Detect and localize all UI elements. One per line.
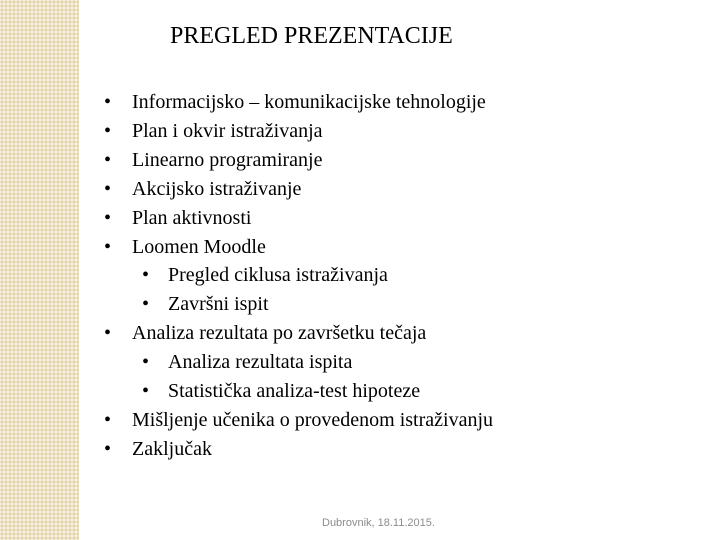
decorative-side-strip — [0, 0, 79, 540]
list-item — [104, 233, 493, 262]
bullet-icon: • — [104, 206, 112, 229]
list-item-text: Analiza rezultata po završetku tečaja — [132, 322, 427, 345]
sub-list-item — [104, 348, 493, 377]
list-item — [104, 319, 493, 348]
bullet-icon: • — [142, 351, 150, 374]
list-item-text: Loomen Moodle — [132, 235, 266, 258]
bullet-icon: • — [104, 235, 112, 258]
list-item-text: Plan aktivnosti — [132, 206, 252, 229]
list-item-text: Plan i okvir istraživanja — [132, 119, 323, 142]
list-item-text: Statistička analiza-test hipoteze — [168, 380, 421, 403]
list-item-text: Završni ispit — [168, 293, 269, 316]
list-item — [104, 175, 493, 204]
bullet-icon: • — [142, 264, 150, 287]
list-item-text: Pregled ciklusa istraživanja — [168, 264, 388, 287]
list-item — [104, 146, 493, 175]
bullet-icon: • — [104, 437, 112, 460]
list-item — [104, 204, 493, 233]
bullet-icon: • — [104, 119, 112, 142]
list-item-text: Informacijsko – komunikacijske tehnologije — [132, 91, 486, 113]
bullet-icon: • — [104, 177, 112, 200]
list-item-text: Linearno programiranje — [132, 148, 323, 171]
bullet-icon: • — [104, 408, 112, 431]
bullet-icon: • — [142, 380, 150, 403]
footer-date-location: Dubrovnik, 18.11.2015. — [322, 517, 435, 529]
bullet-icon: • — [104, 322, 112, 345]
list-item — [104, 435, 493, 464]
list-item — [104, 406, 493, 435]
bullet-icon: • — [104, 148, 112, 171]
sub-list-item — [104, 290, 493, 319]
bullet-icon: • — [142, 293, 150, 316]
sub-list-item — [104, 377, 493, 406]
bullet-list — [104, 88, 493, 464]
list-item-text: Analiza rezultata ispita — [168, 351, 353, 374]
sub-list-item — [104, 261, 493, 290]
list-item — [104, 117, 493, 146]
list-item-text: Zaključak — [132, 437, 212, 460]
slide-title: PREGLED PREZENTACIJE — [170, 23, 453, 49]
list-item-text: Akcijsko istraživanje — [132, 177, 302, 200]
list-item-text: Mišljenje učenika o provedenom istraživanju — [132, 408, 494, 431]
bullet-icon: • — [104, 91, 112, 113]
list-item — [104, 88, 493, 117]
